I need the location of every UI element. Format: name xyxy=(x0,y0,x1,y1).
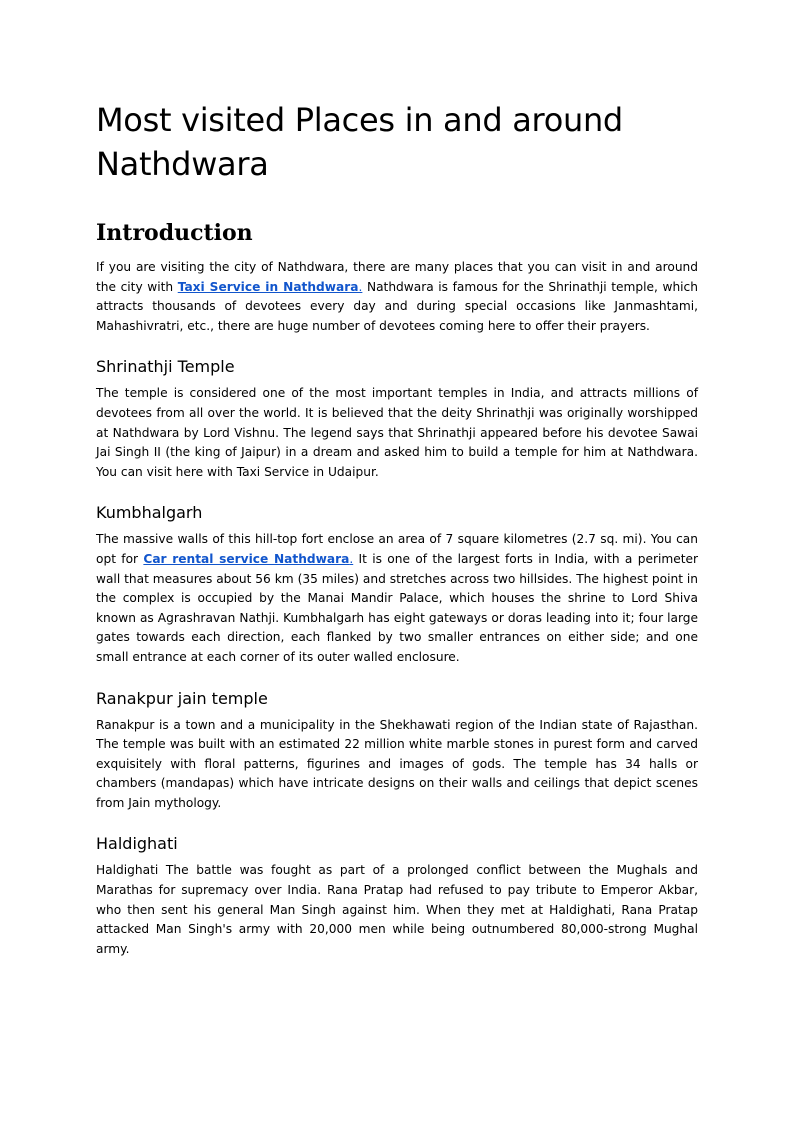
section-paragraph-shrinathji-temple: The temple is considered one of the most important temples in India, and attracts millions of devotees from all over the world. It is believed that the deity Shrinathji was originally worshipped at Nathdwara by Lord Vishnu. The legend says that Shrinathji appeared before his devotee Sawai Jai Singh II (the king of Jaipur) in a dream and asked him to build a temple for him at Nathdwara. You can visit here with Taxi Service in Udaipur. xyxy=(96,386,698,479)
taxi-service-link[interactable]: Taxi Service in Nathdwara xyxy=(177,279,359,294)
section-heading-haldighati: Haldighati xyxy=(96,834,178,854)
car-rental-link-punct: . xyxy=(349,551,354,566)
section-paragraph-haldighati: Haldighati The battle was fought as part of a prolonged conflict between the Mughals and Marathas for supremacy over India. Rana Pratap had refused to pay tribute to Emperor Akbar, who then sent his general Man Singh against him. When they met at Haldighati, Rana Pratap attacked Man Singh's army with 20,000 men while being outnumbered 80,000-strong Mughal army. xyxy=(96,863,698,956)
section-heading-kumbhalgarh: Kumbhalgarh xyxy=(96,503,203,523)
introduction-heading: Introduction xyxy=(96,220,253,246)
kumbhalgarh-text-after-link: It is one of the largest forts in India, with a perimeter wall that measures about 56 km (35 miles) and stretches across two hillsides. The highest point in the complex is occupied by the Manai Mandir Palace, which houses the shrine to Lord Shiva known as Agrashravan Nathji. Kumbhalgarh has eight gateways or doras leading into it; four large gates towards each direction, each flanked by two smaller entrances on either side; and one small entrance at each corner of its outer walled enclosure. xyxy=(96,551,698,664)
page-title: Most visited Places in and around Nathdwara xyxy=(96,101,623,183)
intro-text-before-link: If you are visiting the city of Nathdwara, there are many places that you can visit in and around the city with xyxy=(96,260,698,294)
section-heading-ranakpur-jain-temple: Ranakpur jain temple xyxy=(96,688,268,708)
taxi-service-link-punct: . xyxy=(358,279,363,294)
document-page xyxy=(96,98,698,959)
section-paragraph-ranakpur-jain-temple: Ranakpur is a town and a municipality in the Shekhawati region of the Indian state of Rajasthan. The temple was built with an estimated 22 million white marble stones in purest form and carved exquisitely with floral patterns, figurines and images of gods. The temple has 34 halls or chambers (mandapas) which have intricate designs on their walls and ceilings that depict scenes from Jain mythology. xyxy=(96,717,698,810)
section-paragraph-kumbhalgarh xyxy=(96,530,698,667)
intro-text-after-link: Nathdwara is famous for the Shrinathji temple, which attracts thousands of devotees every day and during special occasions like Janmashtami, Mahashivratri, etc., there are huge number of devotees coming here to offer their prayers. xyxy=(96,279,698,333)
introduction-paragraph xyxy=(96,258,698,336)
car-rental-link[interactable]: Car rental service Nathdwara xyxy=(143,551,350,566)
section-heading-shrinathji-temple: Shrinathji Temple xyxy=(96,357,235,377)
kumbhalgarh-text-before-link: The massive walls of this hill-top fort enclose an area of 7 square kilometres (2.7 sq. mi). You can opt for xyxy=(96,532,698,566)
